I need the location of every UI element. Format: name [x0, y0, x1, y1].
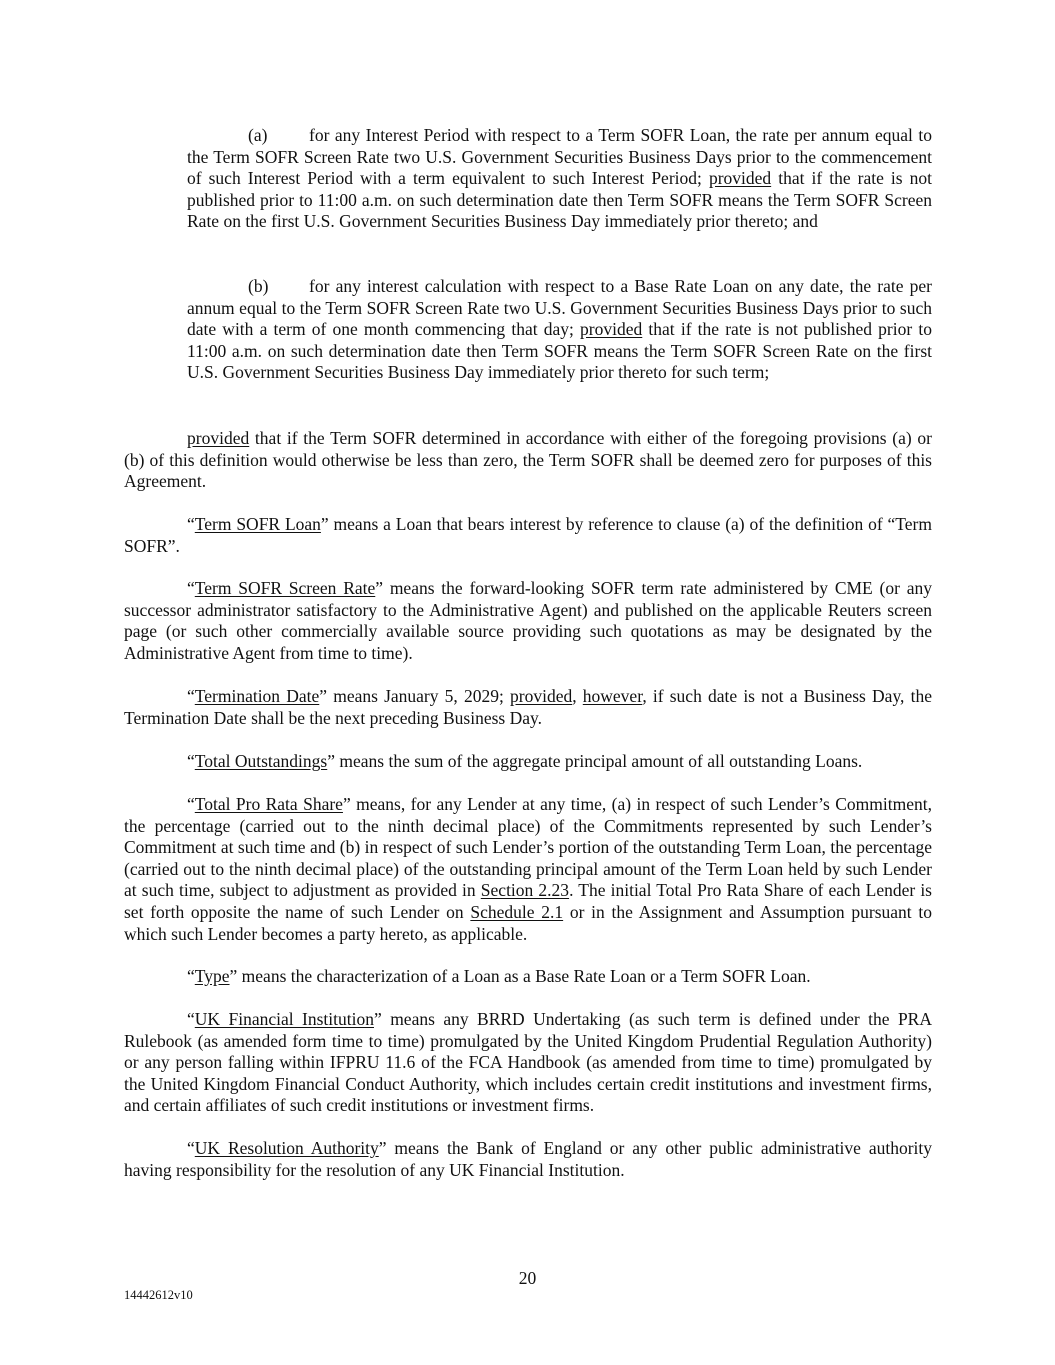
definition-text: ” means the Bank of England or any other public administrative authority having responsibility for the resolution of any UK Financial Institution. — [124, 1138, 932, 1180]
definition-text-2: , if such date is not a Business Day, the Termination Date shall be the next preceding Business Day. — [124, 686, 932, 728]
clause-b-text-2: that if the rate is not published prior to 11:00 a.m. on such determination date then Term SOFR means the Term SOFR Screen Rate on the first U.S. Government Securities Business Day immediately prior thereto for such term; — [187, 319, 932, 383]
defined-term: Total Outstandings — [194, 751, 328, 771]
definition-total-pro-rata-share — [124, 794, 932, 945]
clause-b-text-1: for any interest calculation with respect to a Base Rate Loan on any date, the rate per annum equal to the Term SOFR Screen Rate two U.S. Government Securities Business Days prior to such date with a term of one month commencing that day; — [187, 276, 932, 340]
definition-text-1: ” means January 5, 2029; — [319, 686, 511, 706]
provided-term: provided — [708, 168, 772, 189]
however-term: however — [582, 686, 643, 706]
clause-b — [187, 276, 932, 384]
provided-term: provided — [187, 428, 250, 448]
clause-a-label: (a) — [248, 125, 268, 145]
page-number: 20 — [518, 1268, 537, 1288]
definition-text: ” means the characterization of a Loan as a Base Rate Loan or a Term SOFR Loan. — [229, 966, 811, 986]
definition-type — [124, 966, 932, 988]
defined-term: UK Financial Institution — [194, 1009, 374, 1029]
proviso-text: that if the Term SOFR determined in accordance with either of the foregoing provisions (a) or (b) of this definition would otherwise be less than zero, the Term SOFR shall be deemed zero for purposes of this Agreement. — [124, 428, 932, 492]
open-quote: “ — [187, 794, 195, 814]
definition-text: ” means any BRRD Undertaking (as such term is defined under the PRA Rulebook (as amended form time to time) promulgated by the United Kingdom Prudential Regulation Authority) or any person falling within IFPRU 11.6 of the FCA Handbook (as amended from time to time) promulgated by the United Kingdom Financial Conduct Authority, which includes certain credit institutions and investment firms, and certain affiliates of such credit institutions or investment firms. — [124, 1009, 932, 1116]
schedule-reference: Schedule 2.1 — [470, 901, 564, 922]
clause-a-text-2: that if the rate is not published prior to 11:00 a.m. on such determination date then Term SOFR means the Term SOFR Screen Rate on the first U.S. Government Securities Business Day immediately prior thereto; and — [187, 168, 933, 232]
definition-text-2: . The initial Total Pro Rata Share of each Lender is set forth opposite the name of such Lender on — [124, 880, 932, 922]
defined-term: Type — [194, 966, 230, 986]
definition-term-sofr-loan — [124, 514, 932, 557]
defined-term: Term SOFR Loan — [194, 514, 321, 534]
definition-text: ” means a Loan that bears interest by reference to clause (a) of the definition of “Term SOFR”. — [124, 514, 932, 556]
proviso-paragraph — [124, 428, 932, 493]
defined-term: Termination Date — [194, 686, 320, 706]
open-quote: “ — [187, 686, 195, 706]
comma: , — [572, 686, 583, 706]
provided-term: provided — [510, 686, 573, 706]
open-quote: “ — [187, 514, 195, 534]
definition-termination-date — [124, 686, 932, 729]
open-quote: “ — [187, 1009, 195, 1029]
definition-text: ” means the sum of the aggregate principal amount of all outstanding Loans. — [327, 751, 863, 771]
open-quote: “ — [187, 966, 195, 986]
open-quote: “ — [187, 578, 195, 598]
clause-a-text-1: for any Interest Period with respect to a Term SOFR Loan, the rate per annum equal to the Term SOFR Screen Rate two U.S. Government Securities Business Days prior to the commencement of such Interest Period with a term equivalent to such Interest Period; — [187, 125, 932, 189]
definition-text-1: ” means, for any Lender at any time, (a) in respect of such Lender’s Commitment, the percentage (carried out to the ninth decimal place) of the Commitments represented by such Lender’s Commitment at such time and (b) in respect of such Lender’s portion of the outstanding Term Loan, the percentage (carried out to the ninth decimal place) of the outstanding principal amount of the Term Loan held by such Lender at such time, subject to adjustment as provided in — [124, 794, 932, 901]
defined-term: UK Resolution Authority — [194, 1138, 379, 1158]
clause-b-label: (b) — [248, 276, 269, 296]
open-quote: “ — [187, 751, 195, 771]
definition-uk-financial-institution — [124, 1009, 932, 1117]
definition-uk-resolution-authority — [124, 1138, 932, 1181]
clause-a — [187, 125, 932, 233]
defined-term: Total Pro Rata Share — [194, 794, 343, 814]
open-quote: “ — [187, 1138, 195, 1158]
section-reference: Section 2.23 — [480, 880, 570, 901]
definition-term-sofr-screen-rate — [124, 578, 932, 664]
provided-term: provided — [580, 319, 643, 340]
definition-total-outstandings — [124, 751, 932, 773]
definition-text: ” means the forward-looking SOFR term rate administered by CME (or any successor administrator satisfactory to the Administrative Agent) and published on the applicable Reuters screen page (or such other commercially available source providing such quotations as may be designated by the Administrative Agent from time to time). — [124, 578, 932, 663]
document-id: 14442612v10 — [124, 1288, 193, 1302]
definition-text-3: or in the Assignment and Assumption pursuant to which such Lender becomes a party hereto, as applicable. — [124, 901, 932, 944]
defined-term: Term SOFR Screen Rate — [194, 578, 376, 598]
